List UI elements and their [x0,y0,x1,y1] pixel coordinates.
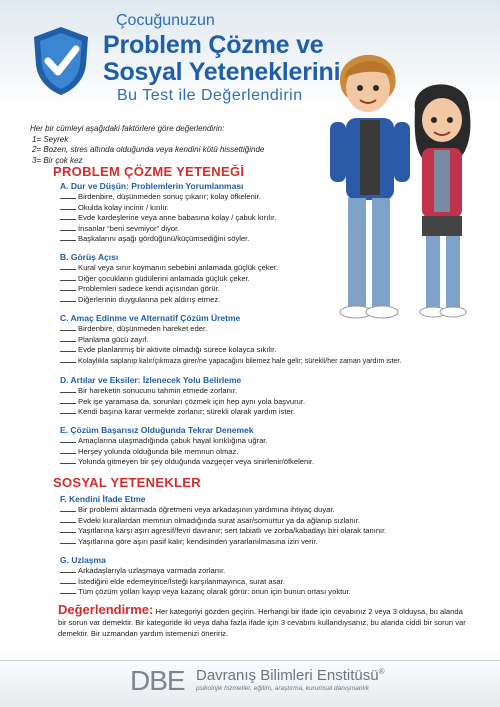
list-item: Yaşıtlarına göre aşırı pasif kalır; kendisinden yararlanılmasına izin verir. [60,537,386,548]
answer-blank[interactable] [60,263,76,270]
answer-blank[interactable] [60,356,76,363]
list-item: Yolunda gitmeyen bir şey olduğunda vazgeçer veya sinirlenir/öfkelenir. [60,457,314,468]
list-item: Arkadaşlarıyla uzlaşmaya varmada zorlanır. [60,566,351,577]
group-b-items [60,263,278,305]
answer-blank[interactable] [60,516,76,523]
section-title-social-skills: SOSYAL YETENEKLER [53,475,201,490]
answer-blank[interactable] [60,526,76,533]
answer-blank[interactable] [60,295,76,302]
list-item: Diğerlerinin duygularına pek aldırış etmez. [60,295,278,306]
list-item: Okulda kolay incinir / kırılır. [60,203,276,214]
list-item: Kolaylıkla saplanıp kalır/çıkmaza girer/ne yapacağını bilemez hale gelir; sürekli/her zaman yardım ister. [60,356,401,367]
list-item: Yaşıtlarına karşı aşırı agresif/fevri davranır; sert tabiatlı ve zorba/kabadayı biri olarak tanınır. [60,526,386,537]
boy-figure [330,55,410,318]
list-item: Diğer çocukların güdülerini anlamada güçlük çeker. [60,274,278,285]
header-subtitle: Bu Test ile Değerlendirin [117,87,303,104]
answer-blank[interactable] [60,234,76,241]
answer-blank[interactable] [60,335,76,342]
list-item: Bir hareketin sonucunu tahmin etmede zorlanır. [60,386,305,397]
answer-blank[interactable] [60,457,76,464]
evaluation-text: Her kategoriyi gözden geçirin. Herhangi bir ifade için cevabınız 2 veya 3 olduysa, bu alanda bir sorun var demektir. Bir kategoride iki veya daha fazla ifade için 3 cevabını kullandıysanız, bu alanda ciddi bir sorun var demektir. Bir uzmandan yardım istemenizi öneririz. [58,607,466,638]
header-title-1: Problem Çözme ve [103,31,324,59]
evaluation-label: Değerlendirme: [58,602,154,617]
footer-divider [0,660,500,661]
girl-figure [415,84,471,317]
list-item: İstediğini elde edemeyince/İsteği karşılanmayınca, surat asar. [60,577,351,588]
list-item: Bir problemi aktarmada öğretmeni veya arkadaşının yardımına ihtiyaç duyar. [60,505,386,516]
group-e-items [60,436,314,468]
answer-blank[interactable] [60,587,76,594]
group-title-d: D. Artılar ve Eksiler: İzlenecek Yolu Belirleme [60,375,242,385]
answer-blank[interactable] [60,566,76,573]
answer-blank[interactable] [60,577,76,584]
instructions [30,124,264,166]
answer-blank[interactable] [60,203,76,210]
list-item: Başkalarını aşağı gördüğünü/küçümsediğini söyler. [60,234,276,245]
instructions-intro: Her bir cümleyi aşağıdaki faktörlere göre değerlendirin: [30,124,225,133]
scale-item: 2= Bozen, stres altında olduğunda veya kendini kötü hissettiğinde [32,145,265,154]
answer-blank[interactable] [60,397,76,404]
answer-blank[interactable] [60,537,76,544]
section-title-problem-solving: PROBLEM ÇÖZME YETENEĞİ [53,164,245,179]
list-item: Pek işe yaramasa da, sorunları çözmek için hep aynı yola başvurur. [60,397,305,408]
answer-blank[interactable] [60,324,76,331]
group-c-items [60,324,401,366]
answer-blank[interactable] [60,345,76,352]
list-item: İnsanlar “beni sevmiyor” diyor. [60,224,276,235]
answer-blank[interactable] [60,386,76,393]
group-a-items [60,192,276,245]
list-item: Planlama gücü zayıf. [60,335,401,346]
group-title-g: G. Uzlaşma [60,555,106,565]
answer-blank[interactable] [60,224,76,231]
group-g-items [60,566,351,598]
group-d-items [60,386,305,418]
list-item: Evde planlanmış bir aktivite olmadığı sürece kolayca sıkılır. [60,345,401,356]
group-title-c: C. Amaç Edinme ve Alternatif Çözüm Üretme [60,313,241,323]
answer-blank[interactable] [60,213,76,220]
group-title-b: B. Görüş Açısı [60,252,119,262]
group-title-e: E. Çözüm Başarısız Olduğunda Tekrar Denemek [60,425,254,435]
evaluation [58,604,468,639]
list-item: Evdeki kurallardan memnun olmadığında surat asar/somurtur ya da ağlanıp sızlanır. [60,516,386,527]
answer-blank[interactable] [60,274,76,281]
list-item: Birdenbire, düşünmeden hareket eder. [60,324,401,335]
answer-blank[interactable] [60,505,76,512]
answer-blank[interactable] [60,284,76,291]
answer-blank[interactable] [60,436,76,443]
answer-blank[interactable] [60,407,76,414]
registered-mark: ® [378,667,385,676]
scale-item: 1= Seyrek [32,134,69,144]
footer-org-name: Davranış Bilimleri Enstitüsü® [196,667,385,684]
footer-logo: DBE [130,665,185,696]
list-item: Problemleri sadece kendi açısından görür. [60,284,278,295]
list-item: Tüm çözüm yolları kayıp veya kazanç olarak görür: onun için bunun ortası yoktur. [60,587,351,598]
list-item: Kendi başına karar vermekte zorlanır; sürekli olarak yardım ister. [60,407,305,418]
list-item: Herşey yolunda olduğunda bile memnun olmaz. [60,447,314,458]
shield-check-icon [30,25,92,97]
group-f-items [60,505,386,547]
scale-item: 3= Bir çok kez [32,155,83,165]
header-title-2: Sosyal Yeteneklerini [103,58,341,86]
list-item: Amaçlarına ulaşmadığında çabuk hayal kırıklığına uğrar. [60,436,314,447]
group-title-a: A. Dur ve Düşün: Problemlerin Yorumlanması [60,181,244,191]
answer-blank[interactable] [60,447,76,454]
header-line1: Çocuğunuzun [116,12,215,29]
list-item: Evde kardeşlerine veya anne babasına kolay / çabuk kırılır. [60,213,276,224]
answer-blank[interactable] [60,192,76,199]
list-item: Birdenbire, düşünmeden sonuç çıkarır; kolay öfkelenir. [60,192,276,203]
list-item: Kural veya sınır koymanın sebebini anlamada güçlük çeker. [60,263,278,274]
group-title-f: F. Kendini İfade Etme [60,494,146,504]
footer-tagline: psikolojik hizmetler, eğitim, araştırma, kurumsal danışmanlık [196,685,370,692]
children-illustration [300,40,495,330]
